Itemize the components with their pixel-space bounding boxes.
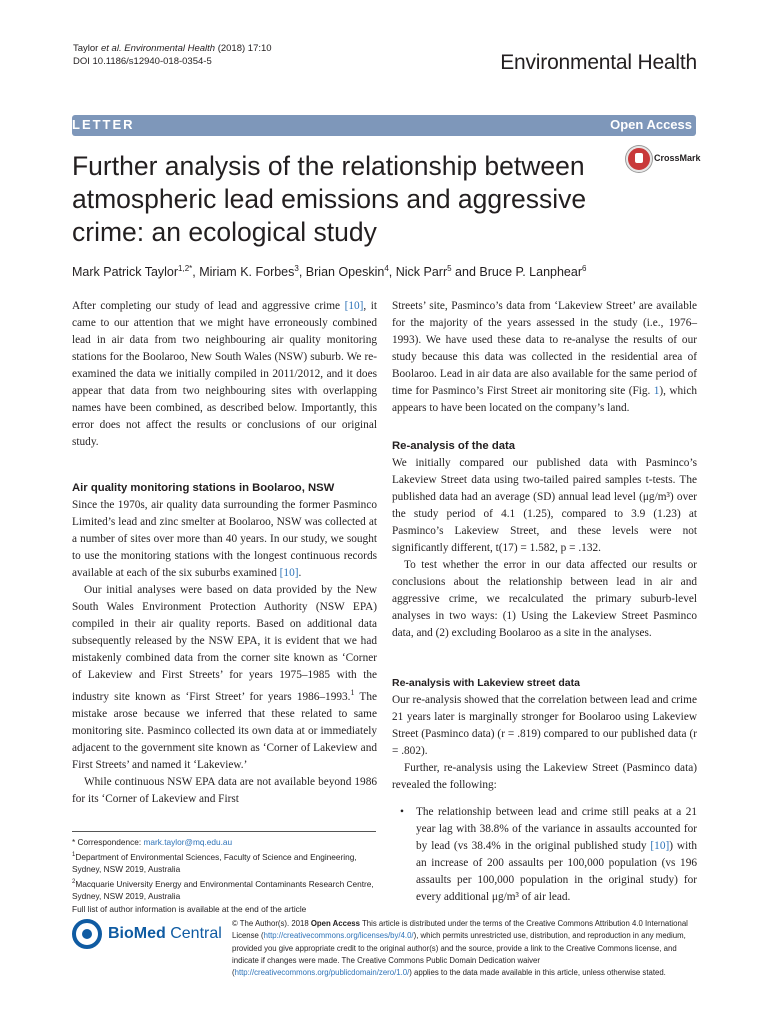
body-paragraph: Further, re-analysis using the Lakeview Street (Pasminco data) revealed the following: xyxy=(392,762,697,791)
bullet-icon: • xyxy=(400,806,404,818)
citation-authors: Taylor xyxy=(73,43,99,54)
citation-journal: Environmental Health xyxy=(124,43,216,54)
reanalysis-section xyxy=(392,438,697,642)
footnote-sup: 1 xyxy=(350,688,355,697)
reference-link[interactable]: [10] xyxy=(344,300,364,312)
body-paragraph: While continuous NSW EPA data are not available beyond 1986 for its ‘Corner of Lakeview and First xyxy=(72,775,377,805)
left-column-section xyxy=(72,480,377,808)
right-column xyxy=(392,298,697,417)
reference-link[interactable]: [10] xyxy=(279,567,299,579)
affiliation-sup: 4 xyxy=(384,264,389,273)
reference-link[interactable]: [10] xyxy=(650,840,670,852)
bmc-logo-icon xyxy=(72,919,102,949)
intro-paragraph: After completing our study of lead and aggressive crime [10], it came to our attention that we might have erroneously combined lead in air data from two neighbouring air quality monitoring stations for the Boolaroo, New South Wales (NSW) suburb. We re-examined the data we initially compiled in 2011/2012, and it does appear that data from two neighbouring sites with overlapping names have been combined, as described below. Importantly, this error does not affect the results or conclusions of our original study. xyxy=(72,300,377,448)
crossmark-label: CrossMark xyxy=(654,153,701,163)
affiliation-sup: 6 xyxy=(582,264,587,273)
footnotes xyxy=(72,836,377,915)
affiliation-2: $^2$Macquarie University Energy and Environmental Contaminants Research Centre, Sydney, NSW 2019, Australia xyxy=(72,878,374,901)
open-access-term: Open Access xyxy=(310,919,360,928)
author-info-note: Full list of author information is available at the end of the article xyxy=(72,903,307,914)
bmc-logo-text: BioMed Central xyxy=(108,925,222,942)
article-title: Further analysis of the relationship between atmospheric lead emissions and aggressive crime: an ecological study xyxy=(72,151,587,247)
affiliation-sup: 1,2* xyxy=(178,264,193,273)
correspondence: * Correspondence: mark.taylor@mq.edu.au xyxy=(72,837,233,847)
article-type-band xyxy=(72,115,696,136)
body-paragraph: To test whether the error in our data affected our results or conclusions about the relationship between lead in air and aggressive crime, we recalculated the primary suburb-level analyses in two ways: (1) Using the Lakeview Street Pasminco data, and (2) excluding Boolaroo as a site in the analyses. xyxy=(392,559,697,639)
body-paragraph: Our re-analysis showed that the correlation between lead and crime 21 years later is marginally stronger for Boolaroo using Lakeview Street (Pasminco data) (r = .819) compared to our published data (r = .802). xyxy=(392,694,697,757)
doi[interactable]: DOI 10.1186/s12940-018-0354-5 xyxy=(73,56,212,67)
author-name[interactable]: , Nick Parr xyxy=(388,265,448,280)
open-access-label: Open Access xyxy=(610,117,692,132)
license-url-link[interactable]: http://creativecommons.org/licenses/by/4.0/ xyxy=(263,931,414,941)
license-statement: © The Author(s). 2018 Open Access This article is distributed under the terms of the Creative Commons Attribution 4.0 International License (http://creativecommons.org/licenses/by/4.0/), which permits unrestricted use, distribution, and reproduction in any medium, provided you give appropriate credit to the original author(s) and the source, provide a link to the Creative Commons license, and indicate if changes were made. The Creative Commons Public Domain Dedication waiver (http://creativecommons.org/publicdomain/zero/1.0/) applies to the data made available in this article, unless otherwise stated. xyxy=(232,919,688,978)
biomed-central-logo xyxy=(72,915,222,955)
findings-list xyxy=(392,804,697,906)
correspondence-email[interactable]: mark.taylor@mq.edu.au xyxy=(143,837,233,847)
citation-line xyxy=(73,42,272,55)
figure-link[interactable]: 1 xyxy=(653,385,660,397)
author-name[interactable]: , Brian Opeskin xyxy=(298,265,385,280)
author-name[interactable]: Mark Patrick Taylor xyxy=(72,265,179,280)
crossmark-icon xyxy=(626,146,652,172)
left-column xyxy=(72,298,377,451)
author-name[interactable]: and Bruce P. Lanphear xyxy=(451,265,582,280)
affiliation-sup: 3 xyxy=(294,264,299,273)
affiliation-sup: 5 xyxy=(447,264,452,273)
public-domain-url-link[interactable]: http://creativecommons.org/publicdomain/zero/1.0/ xyxy=(234,968,410,978)
article-type-label: LETTER xyxy=(72,117,135,132)
citation-header xyxy=(73,42,272,68)
body-paragraph: Streets’ site, Pasminco’s data from ‘Lakeview Street’ are available for the majority of the years assessed in the study (i.e., 1976–1993). We have used these data to re-analyse the results of our study because this data was collected in the residential area of Boolaroo. Lead in air data are also available for the same period of time for Pasminco’s First Street air monitoring site (Fig. 1), which appears to have been located on the company’s land. xyxy=(392,300,697,414)
footnote-divider xyxy=(72,831,376,832)
lakeview-section xyxy=(392,675,697,906)
subsection-heading: Re-analysis with Lakeview street data xyxy=(392,677,580,689)
body-paragraph: Our initial analyses were based on data provided by the New South Wales Environment Protection Authority (NSW EPA) compiled in their air quality reports. Based on additional data subsequently released by the NSW EPA, it is evident that we had mistakenly combined data from the corner site known as ‘Corner of Lakeview and First Streets’ for years 1975–1985 with the industry site known as ‘First Street’ for years 1986–1993.$^1$ The mistake arose because we inferred that these related to same monitoring site. Pasminco collected its own data at or immediately adjacent to the government site known as ‘Corner of Lakeview and First Streets’ and named it ‘Lakeview.’ xyxy=(72,584,377,771)
section-heading: Air quality monitoring stations in Boolaroo, NSW xyxy=(72,482,335,494)
body-paragraph: Since the 1970s, air quality data surrounding the former Pasminco Limited’s lead and zinc smelter at Boolaroo, NSW was collected at a number of sites over more than 40 years. In our study, we sought to use the monitoring stations with the longest continuous records available at each of the six suburbs examined [10]. xyxy=(72,499,377,579)
list-item: • The relationship between lead and crime still peaks at a 21 year lag with 38.8% of the variance in assaults accounted for by lead (vs 38.4% in the original published study [10]) with an increase of 200 assaults per 100,000 population (vs 196 assaults per 100,000 population in the original study) for every additional μg/m³ of air lead. xyxy=(400,806,698,903)
body-paragraph: We initially compared our published data with Pasminco’s Lakeview Street data using two-tailed paired samples t-tests. The published data had an average (SD) annual lead level (μg/m³) over the study period of 4.1 (1.25), compared to 3.9 (1.23) at Pasminco’s Lakeview Street, and these levels were not significantly different, t(17) = 1.582, p = .132. xyxy=(392,457,697,554)
crossmark-badge[interactable] xyxy=(626,146,706,174)
citation-etal: et al. xyxy=(100,43,122,54)
journal-name: Environmental Health xyxy=(500,51,697,74)
author-name[interactable]: , Miriam K. Forbes xyxy=(192,265,295,280)
affiliation-1: $^1$Department of Environmental Sciences, Faculty of Science and Engineering, Sydney, NSW 2019, Australia xyxy=(72,851,357,874)
citation-volume: (2018) 17:10 xyxy=(217,43,272,54)
section-heading: Re-analysis of the data xyxy=(392,440,516,452)
author-list xyxy=(72,264,586,279)
